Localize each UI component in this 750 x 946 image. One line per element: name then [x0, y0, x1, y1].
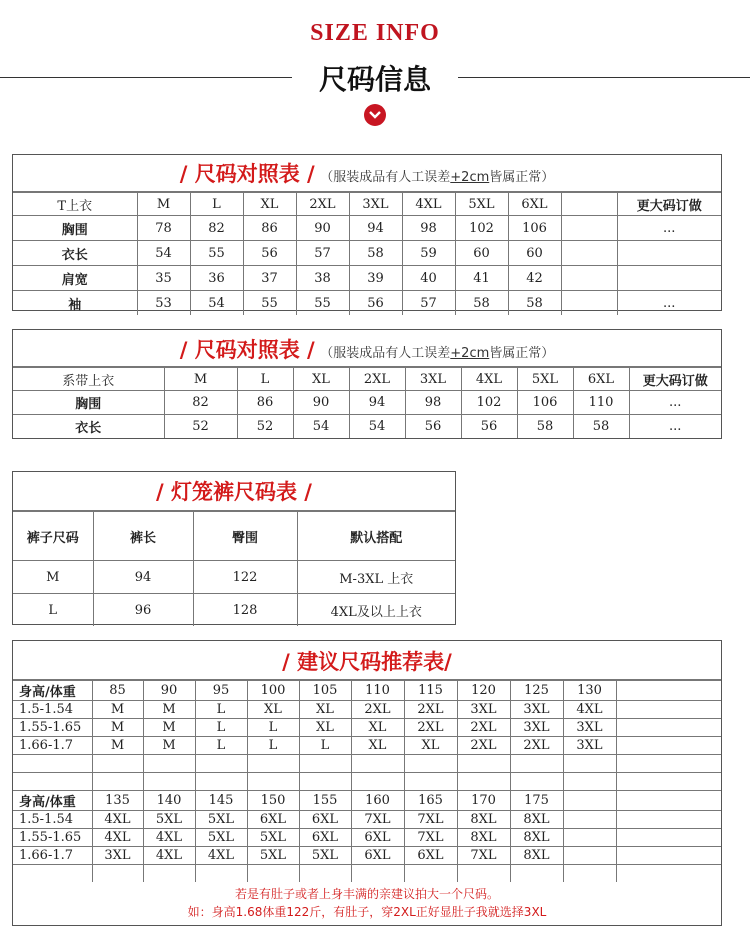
table-cell: XL [243, 193, 296, 216]
table-cell: 3XL [510, 719, 563, 737]
row-label-cell: 袖 [13, 291, 137, 316]
table-cell: 106 [508, 216, 561, 241]
table-cell: 94 [349, 391, 405, 415]
table-cell: 90 [296, 216, 349, 241]
table-cell: 155 [299, 791, 351, 811]
table-cell [404, 773, 457, 791]
row-label-cell: 胸围 [13, 391, 164, 415]
row-label-cell: 1.5-1.54 [13, 811, 92, 829]
table-cell: 95 [195, 681, 247, 701]
table-cell [13, 773, 92, 791]
table-cell: ... [629, 391, 721, 415]
table-cell: 170 [457, 791, 510, 811]
table-cell [247, 755, 299, 773]
table-row [13, 829, 721, 847]
table-cell: 54 [293, 415, 349, 439]
table-cell: 4XL及以上上衣 [297, 594, 455, 627]
table-cell: 58 [517, 415, 573, 439]
header-row [13, 512, 455, 561]
table-cell [616, 701, 721, 719]
row-label-cell: 身高/体重 [13, 681, 92, 701]
table-cell: XL [351, 737, 404, 755]
table-cell: 7XL [404, 811, 457, 829]
row-label-cell: 裤子尺码 [13, 512, 93, 561]
table-cell: 3XL [92, 847, 143, 865]
table-cell: 86 [243, 216, 296, 241]
table-row [13, 594, 455, 627]
note-line: 若是有肚子或者上身丰满的亲建议拍大一个尺码。 [234, 887, 499, 901]
table-cell: 57 [296, 241, 349, 266]
table-cell [299, 865, 351, 883]
table-row [13, 737, 721, 755]
table-row [13, 415, 721, 439]
spacer-row [13, 755, 721, 773]
table-cell [404, 865, 457, 883]
table-cell: XL [404, 737, 457, 755]
table-cell [351, 755, 404, 773]
table-cell: 4XL [461, 368, 517, 391]
size-grid [13, 192, 721, 315]
table-cell [299, 755, 351, 773]
table-cell [510, 773, 563, 791]
table-cell: 54 [137, 241, 190, 266]
table-cell: 36 [190, 266, 243, 291]
header-row [13, 681, 721, 701]
table-cell: 55 [190, 241, 243, 266]
table-cell: 5XL [247, 829, 299, 847]
table-cell: L [299, 737, 351, 755]
table-cell: 8XL [510, 811, 563, 829]
table-cell [617, 241, 721, 266]
table-cell [92, 773, 143, 791]
table-cell [13, 865, 92, 883]
table-cell [616, 719, 721, 737]
table-cell: 175 [510, 791, 563, 811]
row-label-cell: 胸围 [13, 216, 137, 241]
row-label-cell: 1.55-1.65 [13, 829, 92, 847]
spacer-row [13, 773, 721, 791]
size-grid [13, 367, 721, 438]
table-cell: M [92, 719, 143, 737]
table-cell [457, 865, 510, 883]
table-cell: 8XL [457, 829, 510, 847]
table-cell: 6XL [351, 847, 404, 865]
row-label-cell: 1.66-1.7 [13, 737, 92, 755]
table-row [13, 266, 721, 291]
table-cell: 6XL [404, 847, 457, 865]
table-cell: 4XL [92, 829, 143, 847]
row-label-cell: 衣长 [13, 241, 137, 266]
table-cell: 140 [143, 791, 195, 811]
table-cell [92, 755, 143, 773]
table-cell: L [247, 719, 299, 737]
table-cell [561, 266, 617, 291]
table-cell [143, 755, 195, 773]
size-table-lantern-pants [12, 471, 456, 625]
chevron-down-icon [364, 104, 386, 126]
table-cell: 5XL [455, 193, 508, 216]
table-cell: XL [299, 719, 351, 737]
table-cell: 4XL [143, 847, 195, 865]
table-cell [457, 755, 510, 773]
row-label-cell: 肩宽 [13, 266, 137, 291]
table-cell: 40 [402, 266, 455, 291]
table-cell: 96 [93, 594, 193, 627]
table-cell: 115 [404, 681, 457, 701]
table-cell: 6XL [351, 829, 404, 847]
table-cell: XL [351, 719, 404, 737]
table-cell: 128 [193, 594, 297, 627]
table-cell [616, 681, 721, 701]
table-cell: 55 [296, 291, 349, 316]
table-cell: 58 [455, 291, 508, 316]
size-info-title: SIZE INFO [310, 20, 440, 46]
table-cell: 94 [349, 216, 402, 241]
table-cell: 57 [402, 291, 455, 316]
table-cell [563, 829, 616, 847]
table-row [13, 561, 455, 594]
table-cell: 3XL [349, 193, 402, 216]
table-cell [617, 266, 721, 291]
row-label-cell: 衣长 [13, 415, 164, 439]
row-label-cell: 1.66-1.7 [13, 847, 92, 865]
table-cell: 53 [137, 291, 190, 316]
table-cell: 更大码订做 [617, 193, 721, 216]
table-cell: 4XL [143, 829, 195, 847]
table-cell: L [195, 701, 247, 719]
table-cell: 52 [237, 415, 293, 439]
table-cell: 6XL [299, 829, 351, 847]
table-cell: 85 [92, 681, 143, 701]
table-cell: 54 [349, 415, 405, 439]
table-cell: 39 [349, 266, 402, 291]
table-cell [247, 773, 299, 791]
table-cell [563, 847, 616, 865]
table-cell: 4XL [402, 193, 455, 216]
table-cell: M [143, 719, 195, 737]
table-cell: 5XL [299, 847, 351, 865]
table-cell: 38 [296, 266, 349, 291]
table-cell [616, 829, 721, 847]
table-cell [616, 865, 721, 883]
table-title [13, 330, 721, 367]
table-cell [247, 865, 299, 883]
table-cell [457, 773, 510, 791]
table-cell [561, 241, 617, 266]
table-cell: 130 [563, 681, 616, 701]
table-cell: 3XL [563, 737, 616, 755]
table-cell: 6XL [247, 811, 299, 829]
table-cell [13, 755, 92, 773]
table-cell [563, 865, 616, 883]
table-cell [563, 791, 616, 811]
table-cell: 82 [164, 391, 237, 415]
table-cell: 56 [405, 415, 461, 439]
table-cell: 54 [190, 291, 243, 316]
table-cell [561, 291, 617, 316]
table-cell: 7XL [404, 829, 457, 847]
size-grid [13, 680, 721, 882]
table-cell: 86 [237, 391, 293, 415]
table-cell [563, 811, 616, 829]
table-cell: 106 [517, 391, 573, 415]
table-title: / 灯笼裤尺码表 / [13, 472, 455, 511]
table-cell: 6XL [508, 193, 561, 216]
table-cell [510, 865, 563, 883]
table-row [13, 847, 721, 865]
table-cell: 90 [293, 391, 349, 415]
table-cell [616, 773, 721, 791]
table-cell: ... [617, 291, 721, 316]
table-cell [143, 865, 195, 883]
header-row [13, 368, 721, 391]
table-cell: 42 [508, 266, 561, 291]
table-cell: 59 [402, 241, 455, 266]
table-cell: 7XL [351, 811, 404, 829]
header-row [13, 193, 721, 216]
table-row [13, 241, 721, 266]
table-cell: 7XL [457, 847, 510, 865]
table-cell: 6XL [299, 811, 351, 829]
table-cell: 125 [510, 681, 563, 701]
table-cell: M-3XL 上衣 [297, 561, 455, 594]
table-cell: 5XL [143, 811, 195, 829]
row-label-cell: 1.5-1.54 [13, 701, 92, 719]
table-cell: 150 [247, 791, 299, 811]
table-cell: L [190, 193, 243, 216]
note-line: 如：身高1.68体重122斤，有肚子，穿2XL正好显肚子我就选择3XL [187, 905, 547, 919]
table-cell: 60 [508, 241, 561, 266]
table-cell: XL [299, 701, 351, 719]
table-cell: L [237, 368, 293, 391]
table-cell: M [92, 737, 143, 755]
table-row [13, 291, 721, 316]
table-cell: XL [247, 701, 299, 719]
table-cell: 110 [351, 681, 404, 701]
table-title-text: / 尺码对照表 / [179, 338, 315, 362]
table-cell: 5XL [517, 368, 573, 391]
table-cell [616, 755, 721, 773]
recommendation-notes [13, 882, 721, 921]
table-cell: 37 [243, 266, 296, 291]
table-cell [351, 865, 404, 883]
table-cell: 2XL [351, 701, 404, 719]
table-cell: ... [629, 415, 721, 439]
table-cell [510, 755, 563, 773]
table-cell: 160 [351, 791, 404, 811]
tolerance-note: （服装成品有人工误差+2cm皆属正常） [320, 346, 555, 361]
table-cell [616, 811, 721, 829]
table-cell: 56 [243, 241, 296, 266]
table-cell: L [195, 719, 247, 737]
table-cell: 165 [404, 791, 457, 811]
table-cell: 5XL [195, 811, 247, 829]
table-cell: 98 [402, 216, 455, 241]
table-cell: 2XL [457, 737, 510, 755]
table-cell: XL [293, 368, 349, 391]
table-cell: 56 [461, 415, 517, 439]
table-cell: L [247, 737, 299, 755]
table-cell: 2XL [349, 368, 405, 391]
table-cell [299, 773, 351, 791]
table-cell: L [195, 737, 247, 755]
table-cell [563, 773, 616, 791]
row-label-cell: 身高/体重 [13, 791, 92, 811]
size-recommendation-table [12, 640, 722, 926]
table-title-text: / 尺码对照表 / [179, 162, 315, 186]
table-cell: 56 [349, 291, 402, 316]
table-cell [563, 755, 616, 773]
table-cell [195, 773, 247, 791]
table-cell: 58 [573, 415, 629, 439]
table-cell: 98 [405, 391, 461, 415]
table-cell: 8XL [510, 829, 563, 847]
spacer-row [13, 865, 721, 883]
table-cell: M [137, 193, 190, 216]
table-cell: 2XL [296, 193, 349, 216]
table-cell: 2XL [404, 719, 457, 737]
table-cell [195, 755, 247, 773]
table-cell: 3XL [563, 719, 616, 737]
table-cell: 更大码订做 [629, 368, 721, 391]
table-cell: 4XL [92, 811, 143, 829]
table-row [13, 216, 721, 241]
table-cell: 4XL [195, 847, 247, 865]
table-cell [195, 865, 247, 883]
table-cell: 58 [508, 291, 561, 316]
table-cell: 60 [455, 241, 508, 266]
table-row [13, 391, 721, 415]
table-row [13, 701, 721, 719]
row-label-cell: M [13, 561, 93, 594]
table-cell [616, 737, 721, 755]
table-cell [92, 865, 143, 883]
table-cell: M [164, 368, 237, 391]
table-cell: 145 [195, 791, 247, 811]
table-cell: 裤长 [93, 512, 193, 561]
table-cell: 52 [164, 415, 237, 439]
size-table-tie-top [12, 329, 722, 439]
table-row [13, 811, 721, 829]
table-cell [404, 755, 457, 773]
row-label-cell: 系带上衣 [13, 368, 164, 391]
table-cell [616, 847, 721, 865]
table-cell: 55 [243, 291, 296, 316]
table-cell: 102 [455, 216, 508, 241]
table-cell: 100 [247, 681, 299, 701]
table-cell: 105 [299, 681, 351, 701]
table-cell: 8XL [510, 847, 563, 865]
table-cell: M [143, 737, 195, 755]
table-cell: M [143, 701, 195, 719]
table-cell: 78 [137, 216, 190, 241]
header-row [13, 791, 721, 811]
table-cell [561, 216, 617, 241]
row-label-cell: L [13, 594, 93, 627]
table-cell: ... [617, 216, 721, 241]
row-label-cell: 1.55-1.65 [13, 719, 92, 737]
table-row [13, 719, 721, 737]
tolerance-note: （服装成品有人工误差+2cm皆属正常） [320, 170, 555, 185]
table-cell: 2XL [510, 737, 563, 755]
table-cell: 35 [137, 266, 190, 291]
table-cell: 102 [461, 391, 517, 415]
table-cell: 41 [455, 266, 508, 291]
table-title [13, 155, 721, 192]
table-cell: 4XL [563, 701, 616, 719]
table-cell: 5XL [195, 829, 247, 847]
table-cell: 3XL [457, 701, 510, 719]
table-title: / 建议尺码推荐表/ [13, 641, 721, 680]
size-table-tshirt [12, 154, 722, 311]
table-cell: 82 [190, 216, 243, 241]
table-cell: 2XL [457, 719, 510, 737]
table-cell: 90 [143, 681, 195, 701]
table-cell [561, 193, 617, 216]
table-cell: 8XL [457, 811, 510, 829]
table-cell: M [92, 701, 143, 719]
table-cell: 5XL [247, 847, 299, 865]
size-grid [13, 511, 455, 626]
table-cell [143, 773, 195, 791]
table-cell: 58 [349, 241, 402, 266]
table-cell: 110 [573, 391, 629, 415]
table-cell: 135 [92, 791, 143, 811]
table-cell: 3XL [510, 701, 563, 719]
table-cell: 默认搭配 [297, 512, 455, 561]
row-label-cell: T上衣 [13, 193, 137, 216]
table-cell [616, 791, 721, 811]
table-cell: 3XL [405, 368, 461, 391]
table-cell: 120 [457, 681, 510, 701]
table-cell: 122 [193, 561, 297, 594]
table-cell: 2XL [404, 701, 457, 719]
table-cell: 臀围 [193, 512, 297, 561]
table-cell: 94 [93, 561, 193, 594]
page-title: 尺码信息 [318, 63, 431, 96]
table-cell [351, 773, 404, 791]
table-cell: 6XL [573, 368, 629, 391]
